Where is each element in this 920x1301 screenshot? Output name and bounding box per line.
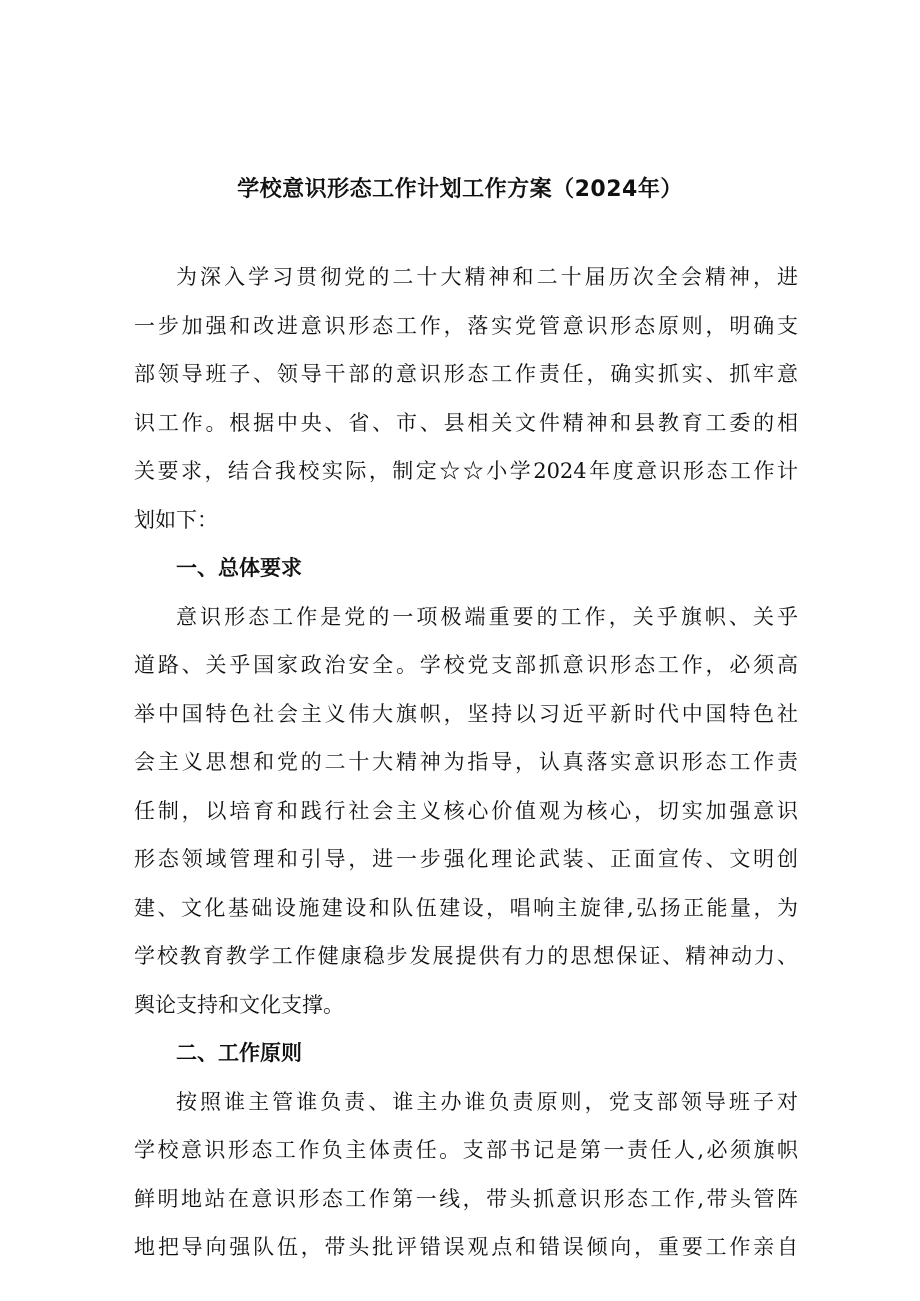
- paragraph-line: 部领导班子、领导干部的意识形态工作责任，确实抓实、抓牢意: [134, 362, 798, 386]
- paragraph-line: 建、文化基础设施建设和队伍建设，唱响主旋律,弘扬正能量，为: [134, 895, 798, 920]
- paragraph-line: 为深入学习贯彻党的二十大精神和二十届历次全会精神，进: [176, 265, 798, 289]
- paragraph-line: 一步加强和改进意识形态工作，落实党管意识形态原则，明确支: [134, 313, 798, 338]
- paragraph-line: 形态领域管理和引导，进一步强化理论武装、正面宣传、文明创: [134, 847, 798, 871]
- paragraph-line: 学校教育教学工作健康稳步发展提供有力的思想保证、精神动力、: [134, 944, 798, 968]
- paragraph-line: 划如下：: [134, 507, 218, 532]
- paragraph-line: 鲜明地站在意识形态工作第一线，带头抓意识形态工作,带头管阵: [134, 1186, 798, 1211]
- document-title: 学校意识形态工作计划工作方案（2024年）: [237, 177, 683, 202]
- paragraph-line: 任制，以培育和践行社会主义核心价值观为核心，切实加强意识: [134, 798, 798, 823]
- paragraph-line: 按照谁主管谁负责、谁主办谁负责原则，党支部领导班子对: [176, 1089, 798, 1114]
- paragraph-line: 识工作。根据中央、省、市、县相关文件精神和县教育工委的相: [134, 410, 798, 435]
- paragraph-line: 地把导向强队伍，带头批评错误观点和错误倾向，重要工作亲自: [134, 1235, 798, 1259]
- section-heading: 二、工作原则: [176, 1041, 302, 1065]
- paragraph-line: 意识形态工作是党的一项极端重要的工作，关乎旗帜、关乎: [176, 604, 798, 629]
- document-body: [134, 253, 798, 1272]
- paragraph-line: 举中国特色社会主义伟大旗帜，坚持以习近平新时代中国特色社: [134, 701, 798, 726]
- paragraph-line: 关要求，结合我校实际，制定☆☆小学2024年度意识形态工作计: [134, 459, 798, 483]
- paragraph-line: 会主义思想和党的二十大精神为指导，认真落实意识形态工作责: [134, 750, 798, 774]
- paragraph-line: 道路、关乎国家政治安全。学校党支部抓意识形态工作，必须高: [134, 653, 798, 677]
- section-heading: 一、总体要求: [176, 556, 302, 580]
- paragraph-line: 舆论支持和文化支撑。: [134, 992, 344, 1017]
- paragraph-line: 学校意识形态工作负主体责任。支部书记是第一责任人,必须旗帜: [134, 1138, 798, 1162]
